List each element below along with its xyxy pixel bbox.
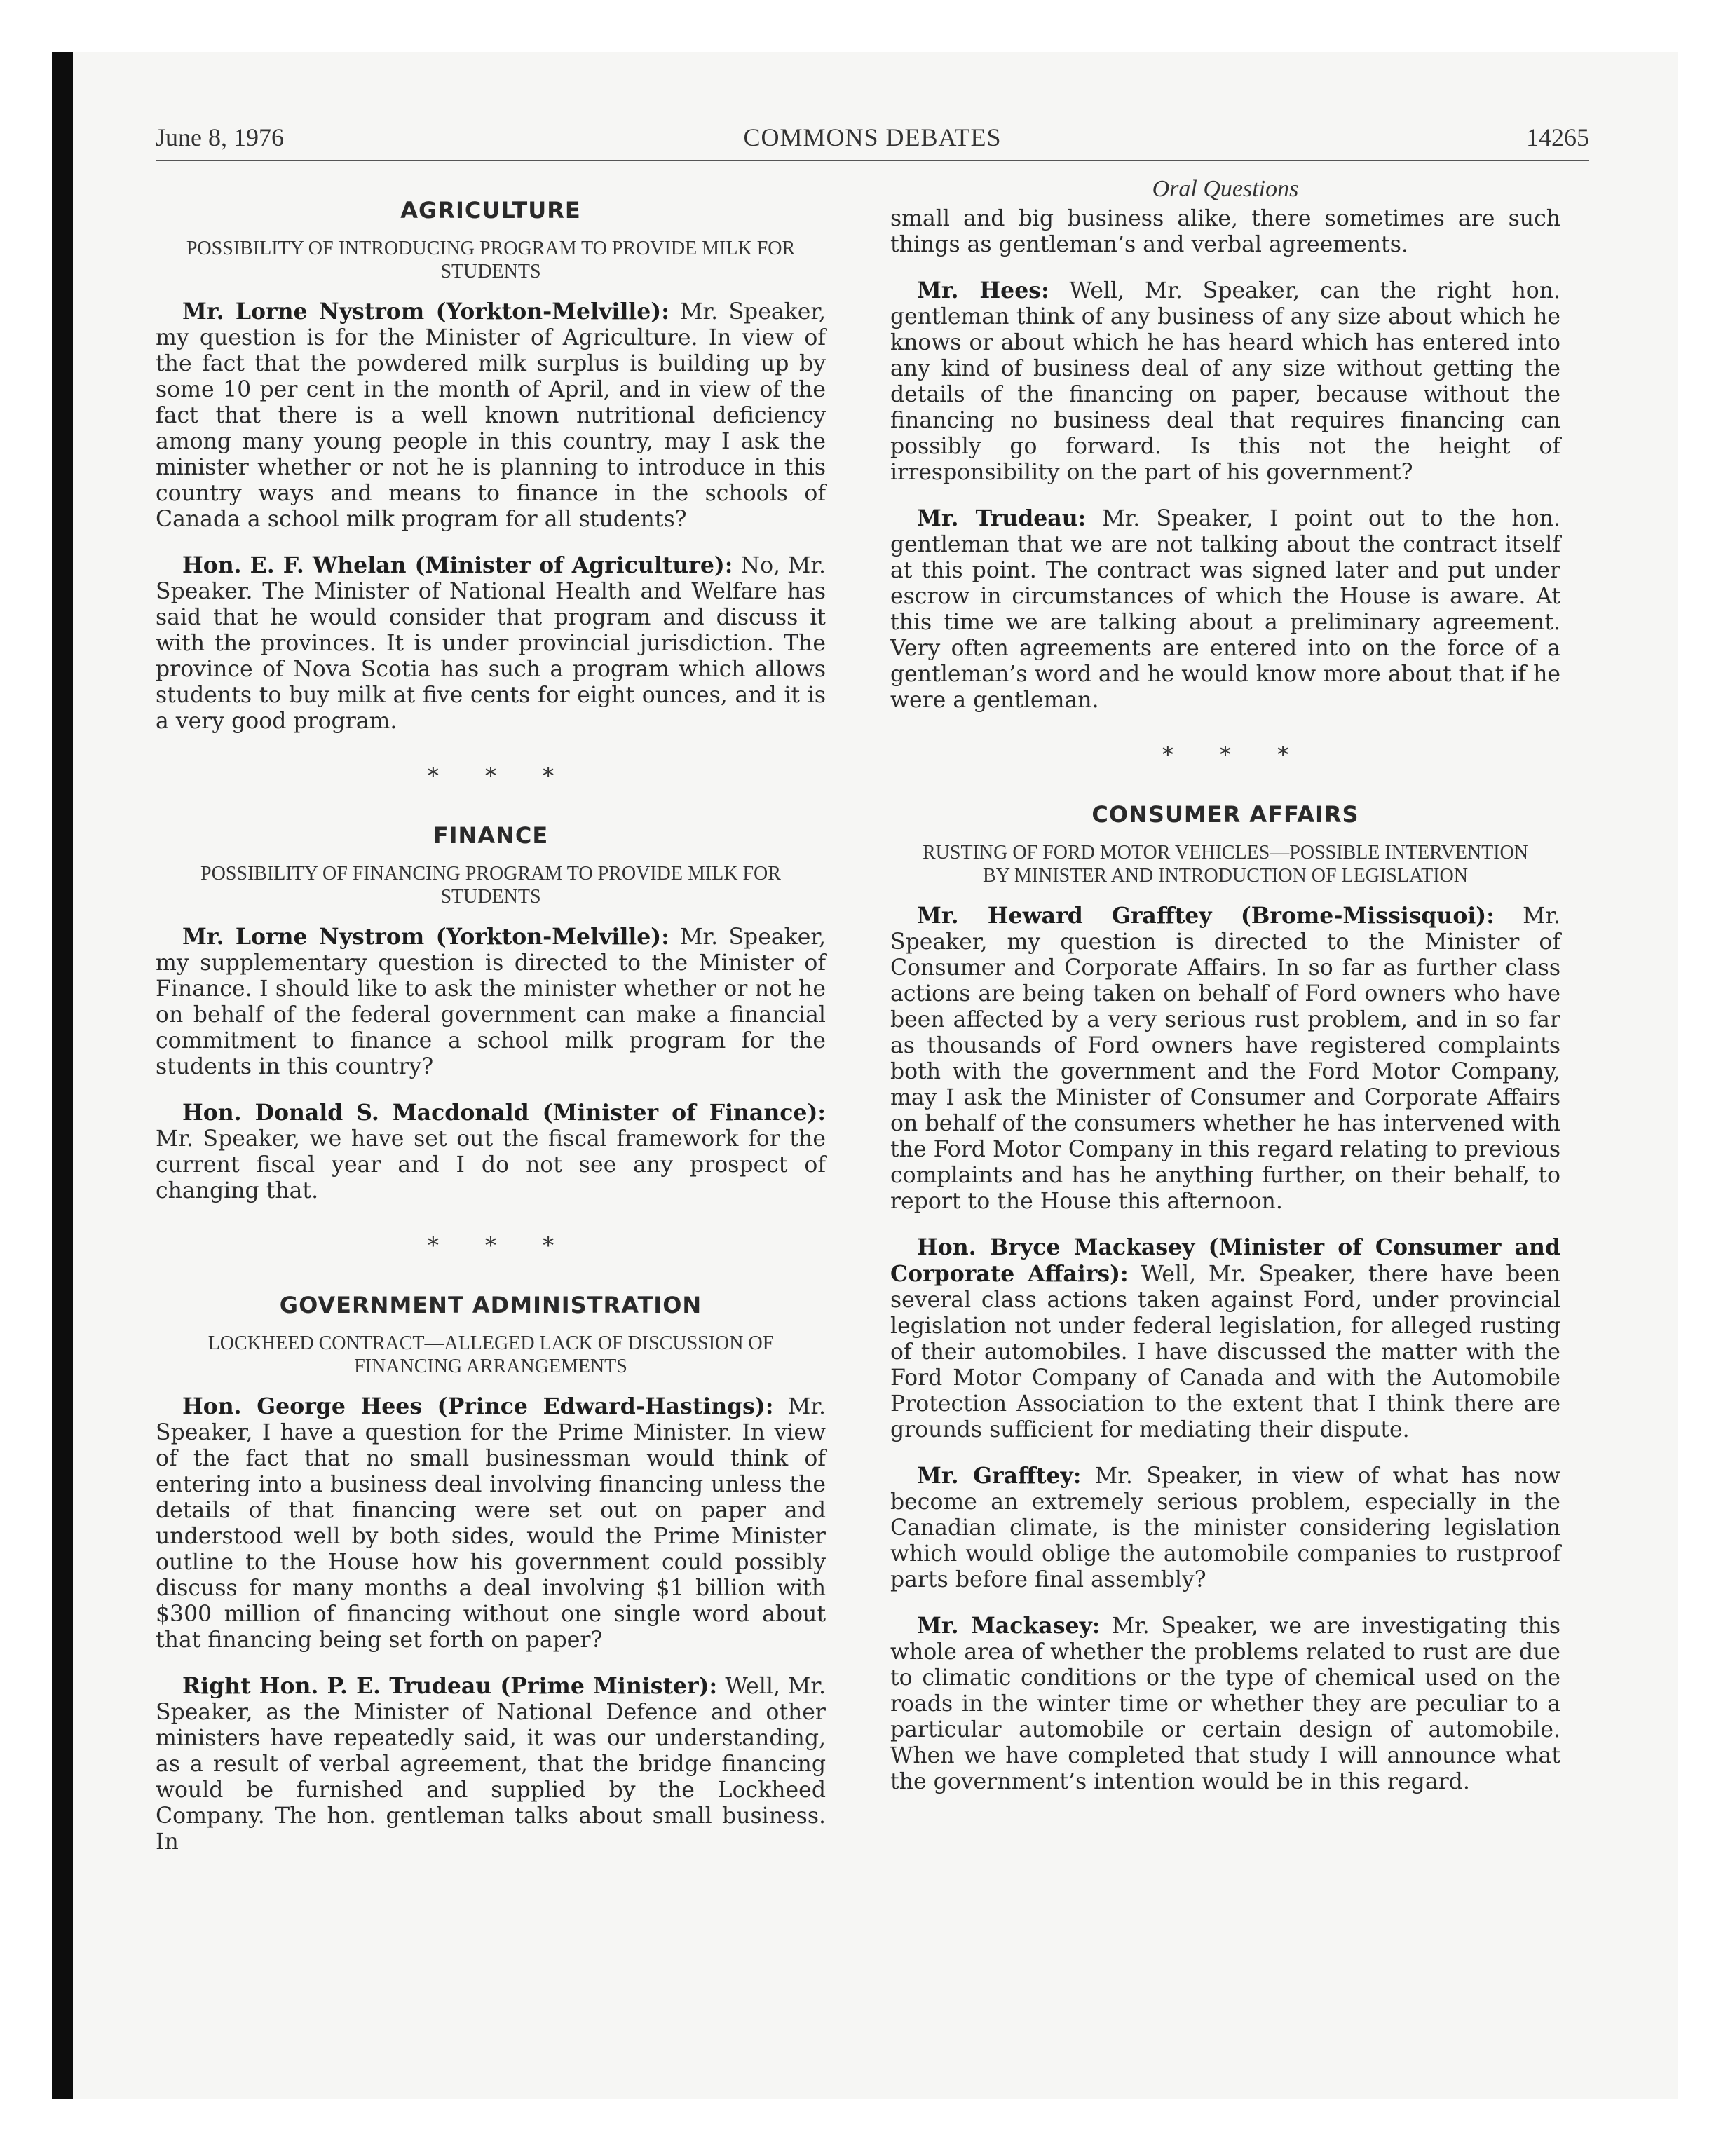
speech-paragraph [156,1100,826,1204]
speech-paragraph [156,1393,826,1653]
speaker-name: Hon. Bryce Mackasey (Minister of Consumer and Corporate Affairs): [890,1234,1560,1287]
speaker-name: Mr. Mackasey: [917,1613,1101,1639]
header-date: June 8, 1976 [156,123,284,151]
speech-text: No, Mr. Speaker. The Minister of National Health and Welfare has said that he would consider that program and discuss it with the provinces. It is under provincial jurisdiction. The province of Nova Scotia has such a program which allows students to buy milk at five cents for eight ounces, and it is a very good program. [156,553,826,734]
speaker-name: Hon. George Hees (Prince Edward-Hastings): [182,1393,774,1419]
speech-paragraph [156,299,826,533]
speaker-name: Mr. Hees: [917,278,1049,303]
speech-text: Mr. Speaker, my supplementary question is directed to the Minister of Finance. I should like to ask the minister whether or not he on behalf of the federal government can make a financial commitment to finance a school milk program for the students in this country? [156,925,826,1079]
section-separator: * * * [427,1232,574,1259]
speech-paragraph [890,1234,1560,1443]
scan-edge [52,52,73,2099]
speaker-name: Hon. E. F. Whelan (Minister of Agriculture): [182,552,733,578]
speaker-name: Mr. Trudeau: [917,505,1087,531]
running-head [156,121,1589,161]
subsection-government-administration: LOCKHEED CONTRACT—ALLEGED LACK OF DISCUSSION OF FINANCING ARRANGEMENTS [207,1332,774,1377]
speech-paragraph [156,552,826,735]
section-title-finance: FINANCE [433,822,549,849]
speech-paragraph [890,1463,1560,1593]
speaker-name: Mr. Heward Grafftey (Brome-Missisquoi): [917,903,1495,929]
section-title-agriculture: AGRICULTURE [400,197,581,224]
subsection-consumer-affairs: RUSTING OF FORD MOTOR VEHICLES—POSSIBLE INTERVENTION BY MINISTER AND INTRODUCTION OF LEGISLATION [923,842,1528,887]
speech-text: Mr. Speaker, my question is for the Minister of Agriculture. In view of the fact that the powdered milk surplus is building up by some 10 per cent in the month of April, and in view of the fact that there is a well known nutritional deficiency among many young people in this country, may I ask the minister whether or not he is planning to introduce in this country ways and means to finance in the schools of Canada a school milk program for all students? [156,299,826,532]
column-header-oral-questions: Oral Questions [1152,176,1299,202]
subsection-finance: POSSIBILITY OF FINANCING PROGRAM TO PROVIDE MILK FOR STUDENTS [200,863,781,908]
speech-text: Mr. Speaker, my question is directed to the Minister of Consumer and Corporate Affairs. In so far as further class actions are being taken on behalf of Ford owners who have been affected by a very serious rust problem, and in so far as thousands of Ford owners have registered complaints both with the government and the Ford Motor Company, may I ask the Minister of Consumer and Corporate Affairs on behalf of the consumers whether he has intervened with the Ford Motor Company in this regard relating to previous complaints and has he anything further, on their behalf, to report to the House this afternoon. [890,903,1560,1214]
speaker-name: Right Hon. P. E. Trudeau (Prime Minister): [182,1673,718,1699]
header-page-number: 14265 [1526,123,1589,151]
speech-text: Well, Mr. Speaker, as the Minister of National Defence and other ministers have repeatedly said, it was our understanding, as a result of verbal agreement, that the bridge financing would be furnished and supplied by the Lockheed Company. The hon. gentleman talks about small business. In [156,1674,826,1855]
right-column [890,175,1560,1815]
section-title-government-administration: GOVERNMENT ADMINISTRATION [279,1292,702,1318]
speech-text: Mr. Speaker, we are investigating this whole area of whether the problems related to rust are due to climatic conditions or the type of chemical used on the roads in the winter time or whether they are peculiar to a particular automobile or certain design of automobile. When we have completed that study I will announce what the government’s intention would be in this regard. [890,1613,1561,1794]
speech-paragraph [156,1673,826,1855]
speech-text: small and big business alike, there sometimes are such things as gentleman’s and verbal agreements. [890,206,1560,257]
speech-text: Mr. Speaker, I point out to the hon. gentleman that we are not talking about the contract itself at this point. The contract was signed later and put under escrow in circumstances of which the House is aware. At this time we are talking about a preliminary agreement. Very often agreements are entered into on the force of a gentleman’s word and he would know more about that if he were a gentleman. [890,506,1560,713]
speech-text: Mr. Speaker, in view of what has now become an extremely serious problem, especially in the Canadian climate, is the minister considering legislation which would oblige the automobile companies to rustproof parts before final assembly? [890,1464,1561,1592]
speech-paragraph [890,1613,1560,1795]
subsection-agriculture: POSSIBILITY OF INTRODUCING PROGRAM TO PROVIDE MILK FOR STUDENTS [186,238,796,282]
section-title-consumer-affairs: CONSUMER AFFAIRS [1091,801,1359,828]
speech-paragraph [156,924,826,1080]
speaker-name: Mr. Grafftey: [917,1463,1082,1489]
speech-paragraph [890,505,1560,714]
continued-paragraph [890,206,1560,258]
section-separator: * * * [427,763,574,789]
speech-paragraph [890,903,1560,1215]
section-separator: * * * [1162,742,1309,768]
speech-text: Well, Mr. Speaker, there have been several class actions taken against Ford, under provincial legislation not under federal legislation, for alleged rusting of their automobiles. I have discussed the matter with the Ford Motor Company of Canada and with the Automobile Protection Association to the extent that I think there are grounds sufficient for mediating their dispute. [890,1262,1561,1442]
speech-text: Well, Mr. Speaker, can the right hon. gentleman think of any business of any size about which he knows or about which he has heard which has entered into any kind of business deal of any size without getting the details of the financing on paper, because without the financing no business deal that requires financing can possibly go forward. Is this not the height of irresponsibility on the part of his government? [890,278,1560,485]
header-journal-title: COMMONS DEBATES [743,123,1002,151]
speaker-name: Hon. Donald S. Macdonald (Minister of Finance): [182,1100,826,1126]
speech-text: Mr. Speaker, I have a question for the Prime Minister. In view of the fact that no small businessman would think of entering into a business deal involving financing unless the details of that financing were set out on paper and understood well by both sides, would the Prime Minister outline to the House how his government could possibly discuss for many months a deal involving $1 billion with $300 million of financing without one single word about that financing being set forth on paper? [156,1394,826,1653]
speech-text: Mr. Speaker, we have set out the fiscal framework for the current fiscal year and I do not see any prospect of changing that. [156,1126,826,1203]
speaker-name: Mr. Lorne Nystrom (Yorkton-Melville): [182,299,669,325]
speaker-name: Mr. Lorne Nystrom (Yorkton-Melville): [182,924,669,950]
speech-paragraph [890,278,1560,486]
left-column [156,196,826,1875]
